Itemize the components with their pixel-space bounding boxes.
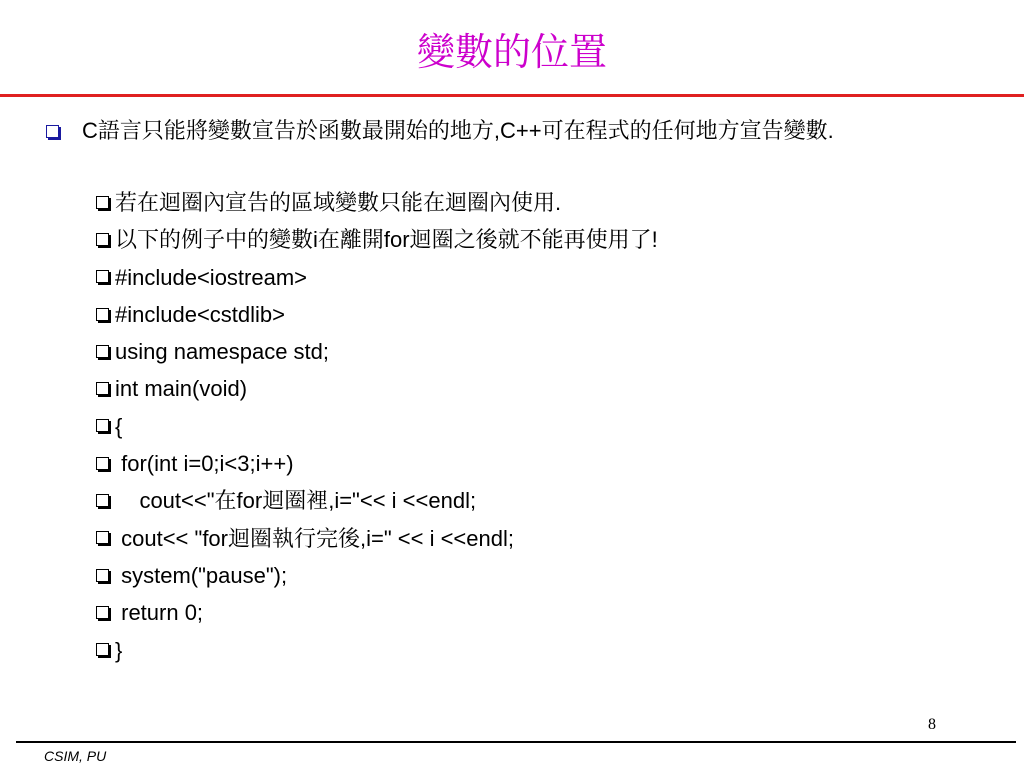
square-bullet-icon [96, 606, 109, 619]
footer-text: CSIM, PU [44, 748, 107, 764]
code-line-text: #include<cstdlib> [115, 301, 286, 327]
square-bullet-icon [96, 419, 109, 432]
square-bullet-icon [46, 125, 59, 138]
main-bullet-item [46, 116, 996, 146]
code-line [96, 598, 996, 635]
square-bullet-icon [96, 494, 109, 507]
square-bullet-icon [96, 457, 109, 470]
square-bullet-icon [96, 196, 109, 209]
code-line-text: system("pause"); [115, 562, 288, 588]
sub-bullet-item [96, 188, 996, 225]
square-bullet-icon [96, 531, 109, 544]
code-line [96, 486, 996, 523]
code-line-text: int main(void) [115, 376, 248, 402]
code-line [96, 337, 996, 374]
square-bullet-icon [96, 643, 109, 656]
square-bullet-icon [96, 345, 109, 358]
slide-title: 變數的位置 [416, 30, 607, 74]
code-line-text: cout<< "for迴圈執行完後,i=" << i <<endl; [115, 525, 514, 551]
code-line [96, 524, 996, 561]
code-line-text: cout<<"在for迴圈裡,i="<< i <<endl; [115, 488, 477, 514]
code-line [96, 561, 996, 598]
code-line [96, 412, 996, 449]
code-line-text: { [115, 413, 123, 439]
code-line-text: using namespace std; [115, 339, 330, 365]
footer-divider [16, 741, 1016, 743]
sub-bullet-item [96, 225, 996, 262]
code-line-text: #include<iostream> [115, 264, 308, 290]
square-bullet-icon [96, 308, 109, 321]
code-line [96, 300, 996, 337]
square-bullet-icon [96, 569, 109, 582]
title-divider [0, 94, 1024, 97]
square-bullet-icon [96, 233, 109, 246]
sub-bullet-text: 以下的例子中的變數i在離開for迴圈之後就不能再使用了! [115, 227, 658, 253]
page-number: 8 [928, 716, 936, 733]
sub-bullet-list [96, 188, 996, 673]
code-line [96, 263, 996, 300]
square-bullet-icon [96, 270, 109, 283]
sub-bullet-text: 若在迴圈內宣告的區域變數只能在迴圈內使用. [115, 190, 562, 215]
square-bullet-icon [96, 382, 109, 395]
main-bullet-text: C語言只能將變數宣告於函數最開始的地方,C++可在程式的任何地方宣告變數. [82, 118, 834, 143]
code-line-text: } [115, 637, 123, 663]
code-line-text: return 0; [115, 600, 204, 626]
code-line [96, 636, 996, 673]
code-line-text: for(int i=0;i<3;i++) [115, 451, 294, 477]
code-line [96, 449, 996, 486]
code-line [96, 374, 996, 411]
